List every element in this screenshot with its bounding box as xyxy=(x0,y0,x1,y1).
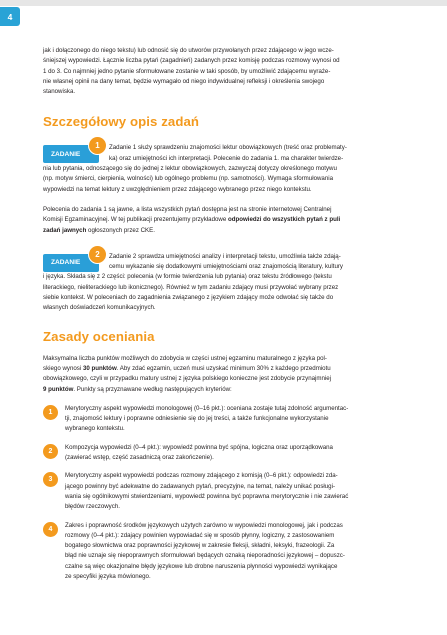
text-span: . Punkty są przyznawane według następujących kryteriów: xyxy=(73,385,232,393)
text-span: . Aby zdać egzamin, uczeń musi uzyskać minimum 30% z każdego przedmiotu xyxy=(116,364,331,372)
text-line: śniejszej wypowiedzi. Łącznie liczba pytań (zagadnień) zadanych przez komisję podczas rozmowy wynosi od xyxy=(43,57,340,65)
text-line: Zadanie 1 służy sprawdzeniu znajomości lektur obowiązkowych (treść oraz problematy- xyxy=(109,144,347,152)
text-line: (zawierać wstęp, część zasadniczą oraz zakończenie). xyxy=(65,454,214,462)
text-line: ze specyfiki języka mówionego. xyxy=(65,572,151,580)
bold-span: 9 punktów xyxy=(43,385,74,393)
bold-span: zadań jawnych xyxy=(43,226,87,234)
badge-label: ZADANIE xyxy=(51,150,81,158)
text-line: nie własnej opinii na dany temat, będzie wymagało od niego indywidualnej refleksji i określenia swojego xyxy=(43,77,325,85)
text-line xyxy=(43,226,415,236)
grading-intro xyxy=(43,354,415,395)
text-line xyxy=(43,364,415,374)
text-span: Maksymalna liczba punktów możliwych do zdobycia w części ustnej egzaminu maturalnego z języka pol- xyxy=(43,354,327,362)
text-line: (np. motyw śmierci, cierpienia, wolności) lub ogólnego problemu (np. samotności). Wymaga sformułowania xyxy=(43,175,334,183)
text-line: jak i dołączonego do niego tekstu) lub odnosić się do utworów przywołanych przez zdającego w jego wcze- xyxy=(43,47,334,54)
intro-paragraph xyxy=(43,46,415,97)
text-line: Polecenia do zadania 1 są jawne, a lista wszystkich pytań dostępna jest na stronie internetowej Centralnej xyxy=(43,205,332,213)
page-number: 4 xyxy=(0,7,20,26)
text-span: ogłoszonych przez CKE. xyxy=(86,226,155,234)
badge-number: 2 xyxy=(88,245,107,264)
page-content xyxy=(43,46,415,582)
text-line: czalne są więc okazjonalne błędy językowe lub drobne naruszenia płynności wypowiedzi wynikające xyxy=(65,562,338,570)
text-line: bogatego słownictwa oraz poprawności językowej w zakresie fleksji, składni, leksyki, frazeologii. Za xyxy=(65,542,335,550)
task2-block xyxy=(43,249,415,314)
top-band xyxy=(0,0,447,6)
section-heading-task-description: Szczegółowy opis zadań xyxy=(43,114,200,130)
text-line xyxy=(43,215,415,225)
text-line xyxy=(43,354,415,364)
text-line: cemu wykazanie się dodatkowymi umiejętnościami oraz znajomością literatury, kultury xyxy=(109,263,344,271)
text-line: ka) oraz umiejętności ich interpretacji. Polecenie do zadania 1. ma charakter twierdze- xyxy=(109,154,344,162)
task2-badge xyxy=(43,249,100,272)
text-line xyxy=(43,385,415,395)
text-span: skiego wynosi xyxy=(43,364,83,372)
bold-span: 30 punktów xyxy=(82,364,117,372)
text-line: Kompozycja wypowiedzi (0–4 pkt.): wypowiedź powinna być spójna, logiczna oraz uporządkowana xyxy=(65,443,333,451)
text-line: siebie kontekst. W poleceniach do zagadnienia związanego z językiem zdający może odwołać się także do xyxy=(43,294,334,302)
badge-number: 1 xyxy=(88,136,107,155)
text-line: literackiego, nieliterackiego lub ikonicznego). Również w tym zadaniu zdający musi przywołać wybrany przez xyxy=(43,283,339,291)
criterion-number: 3 xyxy=(43,472,58,487)
text-line: błędów rzeczowych. xyxy=(65,503,120,511)
text-line xyxy=(43,374,415,384)
criterion-2 xyxy=(43,443,415,464)
text-span: obowiązkowego, czyli w przypadku matury ustnej z języka polskiego konieczne jest zdobycie przynajmniej xyxy=(43,375,332,383)
criterion-3 xyxy=(43,471,415,512)
text-line: własnych doświadczeń komunikacyjnych. xyxy=(43,304,156,312)
text-line: nia lub pytania, odnoszącego się do jednej z lektur obowiązkowych, zazwyczaj dotyczy określonego motywu xyxy=(43,165,337,173)
task1-badge xyxy=(43,141,100,163)
text-line: Zakres i poprawność środków językowych użytych zarówno w wypowiedzi monologowej, jak i podczas xyxy=(65,521,343,529)
text-line: Merytoryczny aspekt wypowiedzi monologowej (0–16 pkt.): oceniana zostaje tutaj zdolność argumentac- xyxy=(65,404,349,412)
text-line: wania się ogólnikowymi stwierdzeniami, wypowiedź powinna być poprawna merytorycznie i nie zawierać xyxy=(65,492,349,500)
criterion-4 xyxy=(43,521,415,583)
text-line: wybranego kontekstu. xyxy=(65,425,125,433)
criterion-number: 1 xyxy=(43,405,58,420)
task1-block xyxy=(43,143,415,194)
criterion-1 xyxy=(43,404,415,435)
text-line: wypowiedzi na temat lektury z uwzględnieniem przez zdającego wybranego przez niego kontekstu. xyxy=(43,185,312,193)
text-line: rozmowy (0–4 pkt.): zdający powinien wypowiadać się w sposób płynny, logiczny, z zastosowaniem xyxy=(65,531,335,539)
text-line: tji, znajomość lektury i poprawne odniesienie się do jej treści, a także funkcjonalne wykorzystanie xyxy=(65,415,329,423)
text-line: błąd nie uznaje się niepoprawnych sformułowań będących oznaką nieporadności językowej – dopuszc- xyxy=(65,552,345,560)
text-line: 1 do 3. Co najmniej jedno pytanie sformułowane zostanie w taki sposób, by umożliwić zdającemu wyraże- xyxy=(43,67,331,75)
public-questions-paragraph xyxy=(43,205,415,236)
section-heading-grading-rules: Zasady oceniania xyxy=(43,328,155,344)
text-line: stanowiska. xyxy=(43,88,76,96)
bold-span: odpowiedzi do wszystkich pytań z puli xyxy=(227,216,341,224)
criterion-number: 4 xyxy=(43,522,58,537)
text-line: jącego powinny być adekwatne do zadawanych pytań, precyzyjne, na temat, należy unikać posługi- xyxy=(65,482,336,490)
text-line: Zadanie 2 sprawdza umiejętności analizy i interpretacji tekstu, umożliwia także zdają- xyxy=(109,252,341,260)
criterion-number: 2 xyxy=(43,444,58,459)
text-span: Komisji Egzaminacyjnej. W tej publikacji prezentujemy przykładowe xyxy=(43,216,228,224)
text-line: Merytoryczny aspekt wypowiedzi podczas rozmowy zdającego z komisją (0–6 pkt.): odpowiedzi zda- xyxy=(65,472,338,480)
badge-label: ZADANIE xyxy=(51,259,81,267)
text-line: i języka. Składa się z 2 części: polecenia (w formie twierdzenia lub pytania) oraz tekstu źródłowego (tekstu xyxy=(43,273,332,281)
